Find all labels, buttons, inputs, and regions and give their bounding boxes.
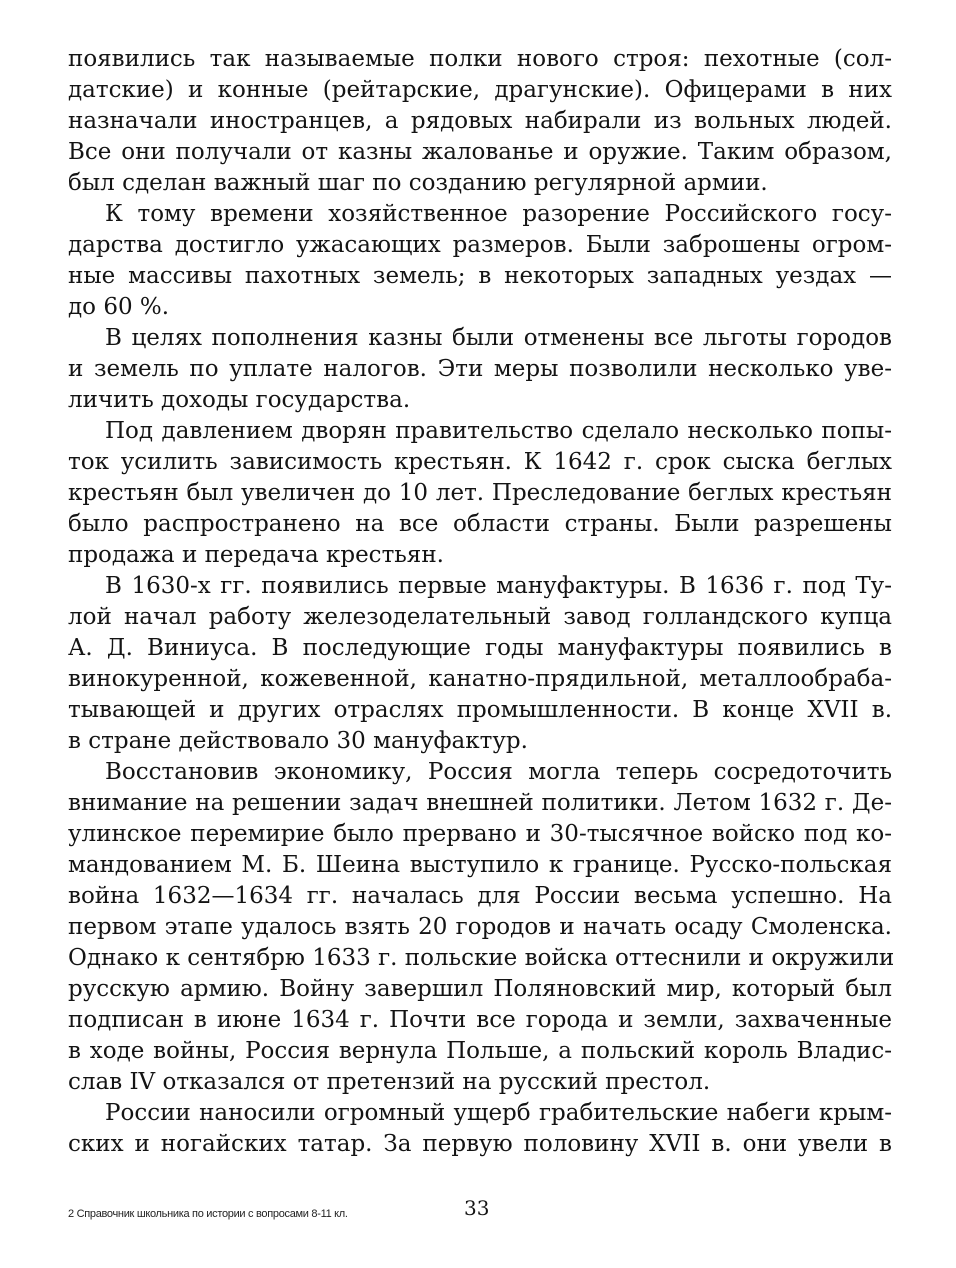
text-line: А. Д. Виниуса. В последующие годы мануфактуры появились в (68, 635, 892, 661)
text-line: и земель по уплате налогов. Эти меры позволили несколько уве- (68, 356, 892, 382)
paragraph (68, 323, 892, 416)
text-line: ные массивы пахотных земель; в некоторых западных уездах — (68, 263, 892, 289)
text-line: русскую армию. Войну завершил Поляновский мир, который был (68, 976, 892, 1002)
page-number: 33 (464, 1196, 490, 1220)
text-line: Однако к сентябрю 1633 г. польские войска оттеснили и окружили (68, 945, 895, 971)
text-line: России наносили огромный ущерб грабительские набеги крым- (105, 1100, 892, 1126)
text-line: датские) и конные (рейтарские, драгунские). Офицерами в них (68, 77, 892, 103)
text-line: крестьян был увеличен до 10 лет. Преследование беглых крестьян (68, 480, 892, 506)
text-line: лой начал работу железоделательный завод голландского купца (68, 604, 892, 630)
text-line: улинское перемирие было прервано и 30-тысячное войско под ко- (68, 821, 892, 847)
text-line: Под давлением дворян правительство сделало несколько попы- (105, 418, 892, 444)
paragraph (68, 44, 892, 199)
paragraph (68, 757, 895, 1098)
text-line: ток усилить зависимость крестьян. К 1642 г. срок сыска беглых (68, 449, 892, 475)
page-footer (68, 1196, 892, 1226)
text-line: личить доходы государства. (68, 387, 411, 413)
text-line: винокуренной, кожевенной, канатно-прядильной, металлообраба- (68, 666, 892, 692)
text-line: было распространено на все области страны. Были разрешены (68, 511, 892, 537)
text-line: назначали иностранцев, а рядовых набирали из вольных людей. (68, 108, 892, 134)
text-line: в стране действовало 30 мануфактур. (68, 728, 528, 754)
text-line: ских и ногайских татар. За первую половину XVII в. они увели в (68, 1131, 892, 1157)
text-line: внимание на решении задач внешней политики. Летом 1632 г. Де- (68, 790, 892, 816)
text-line: В 1630-х гг. появились первые мануфактуры. В 1636 г. под Ту- (105, 573, 892, 599)
page-body (68, 44, 895, 1160)
text-line: дарства достигло ужасающих размеров. Были заброшены огром- (68, 232, 892, 258)
paragraph (68, 1098, 892, 1160)
text-line: продажа и передача крестьян. (68, 542, 444, 568)
text-line: тывающей и других отраслях промышленности. В конце XVII в. (68, 697, 892, 723)
text-line: был сделан важный шаг по созданию регулярной армии. (68, 170, 768, 196)
footnote-signature: 2 Справочник школьника по истории с вопросами 8-11 кл. (68, 1208, 348, 1220)
text-line: до 60 %. (68, 294, 170, 320)
text-line: подписан в июне 1634 г. Почти все города и земли, захваченные (68, 1007, 892, 1033)
text-line: К тому времени хозяйственное разорение Российского госу- (105, 201, 892, 227)
text-line: война 1632—1634 гг. началась для России весьма успешно. На (68, 883, 892, 909)
text-line: Все они получали от казны жалованье и оружие. Таким образом, (68, 139, 892, 165)
text-line: В целях пополнения казны были отменены все льготы городов (105, 325, 892, 351)
paragraph (68, 416, 892, 571)
text-line: Восстановив экономику, Россия могла теперь сосредоточить (105, 759, 892, 785)
text-line: слав IV отказался от претензий на русский престол. (68, 1069, 711, 1095)
text-line: мандованием М. Б. Шеина выступило к границе. Русско-польская (68, 852, 892, 878)
paragraph (68, 199, 892, 323)
paragraph (68, 571, 892, 757)
text-line: в ходе войны, Россия вернула Польше, а польский король Владис- (68, 1038, 892, 1064)
text-line: появились так называемые полки нового строя: пехотные (сол- (68, 46, 892, 72)
text-line: первом этапе удалось взять 20 городов и начать осаду Смоленска. (68, 914, 892, 940)
